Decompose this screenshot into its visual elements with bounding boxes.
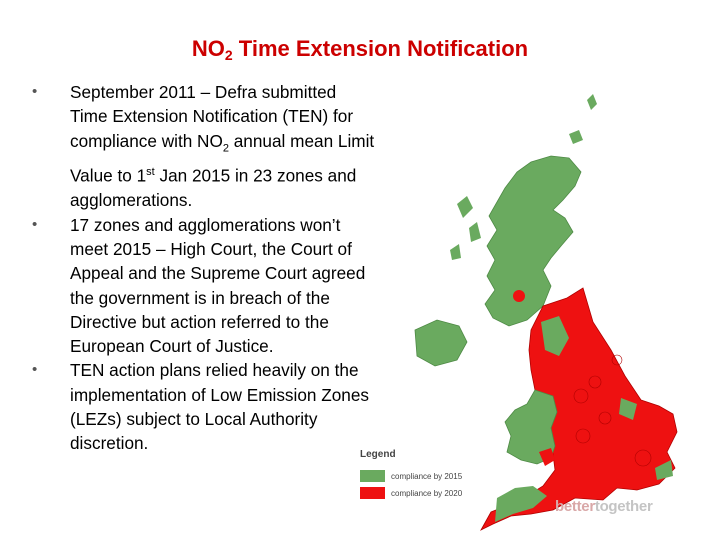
region-northern-isles: [569, 94, 597, 144]
bullet-text-segment: 17 zones and agglomerations won’t meet 2015 – High Court, the Court of Appeal and the Supreme Court agreed the government is in breach of the Directive but action referred to the European Court of Justice.: [70, 214, 366, 357]
legend-swatch-green: [360, 470, 385, 482]
legend-item-2015: [360, 469, 462, 483]
brand-part2: together: [594, 498, 653, 515]
uk-compliance-map: [355, 60, 720, 540]
bullet-symbol: •: [32, 215, 38, 233]
legend-label-2015: compliance by 2015: [391, 471, 463, 481]
title-rest: Time Extension Notification: [232, 36, 529, 61]
bullet-text-segment: Jan 2015 in 23 zones and agglomerations.: [70, 166, 357, 211]
region-scottish-islands: [450, 196, 481, 260]
legend-title: Legend: [360, 449, 396, 460]
region-northern-ireland: [415, 320, 467, 366]
bullet-item: [32, 358, 377, 455]
title-prefix: NO: [191, 36, 225, 61]
bullet-text-segment: September 2011 – Defra submitted Time Extension Notification (TEN) for compliance with NO: [70, 82, 354, 151]
bullet-text-segment: TEN action plans relied heavily on the implementation of Low Emission Zones (LEZs) subject to Local Authority discretion.: [70, 360, 370, 454]
bullet-symbol: •: [32, 361, 38, 379]
bullet-text-segment: 2: [222, 142, 229, 155]
bullet-text-segment: annual mean Limit Value to 1: [70, 130, 375, 187]
slide-title: [0, 36, 720, 62]
bullet-list: [32, 80, 377, 456]
bullet-item: [32, 213, 377, 359]
brand-part1: better: [555, 498, 595, 515]
title-subscript: 2: [224, 47, 233, 63]
legend-swatch-red: [360, 487, 385, 499]
bullet-item: [32, 80, 377, 213]
legend-label-2020: compliance by 2020: [391, 488, 463, 498]
brand-logo: [555, 498, 652, 515]
region-glasgow: [513, 290, 525, 302]
bullet-symbol: •: [32, 83, 38, 100]
bullet-text-segment: st: [146, 166, 155, 179]
legend-item-2020: [360, 486, 462, 500]
